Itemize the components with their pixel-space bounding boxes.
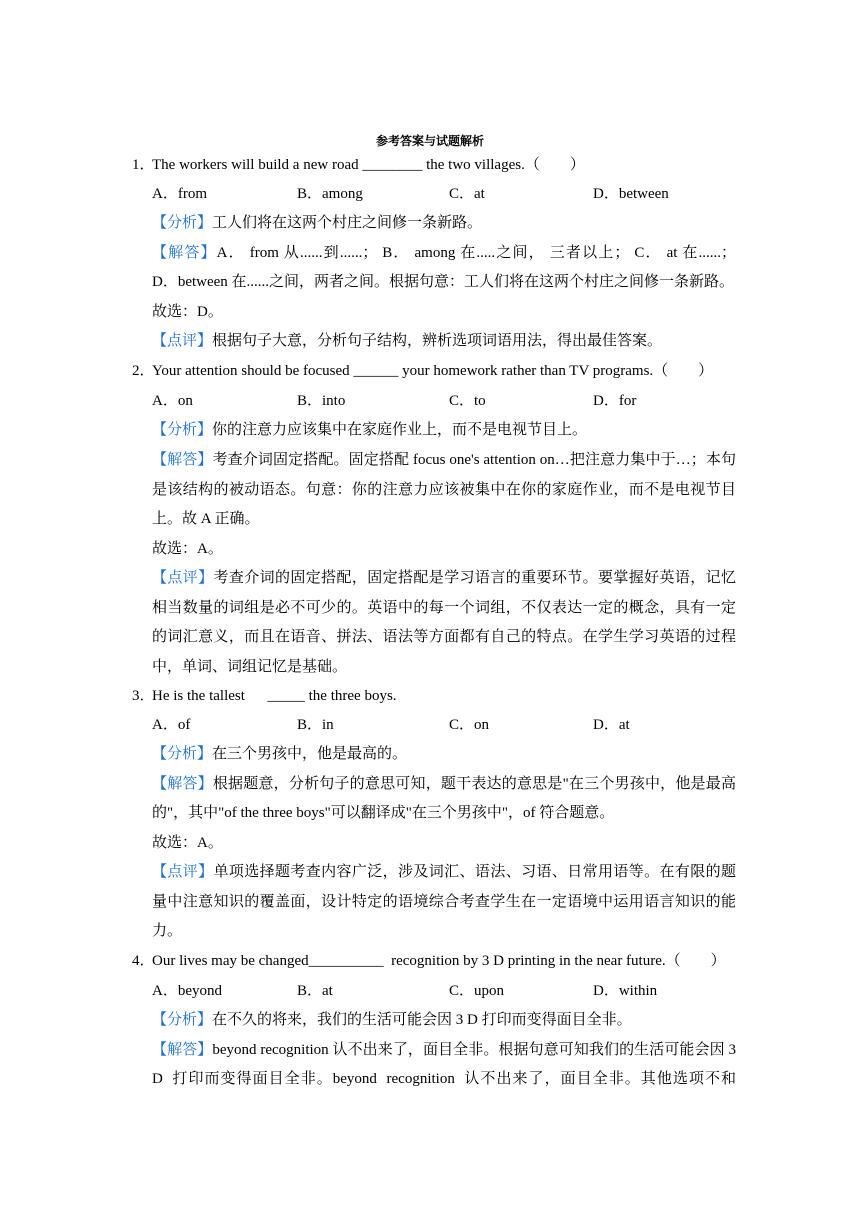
q4-analysis: 【分析】在不久的将来，我们的生活可能会因 3 D 打印而变得面目全非。 bbox=[152, 1012, 632, 1028]
q3-option-b: B．in bbox=[297, 717, 334, 733]
analysis-tag: 【分析】 bbox=[152, 215, 213, 231]
q1-analysis: 【分析】工人们将在这两个村庄之间修一条新路。 bbox=[152, 215, 483, 231]
q4-answer-line-2: D 打印而变得面目全非。beyond recognition 认不出来了，面目全非。其他选项不和 bbox=[152, 1071, 736, 1087]
analysis-tag: 【分析】 bbox=[152, 746, 213, 762]
q2-comment-line-4: 中，单词、词组记忆是基础。 bbox=[152, 659, 348, 675]
analysis-tag: 【分析】 bbox=[152, 1012, 213, 1028]
q3-option-d: D．at bbox=[593, 717, 630, 733]
comment-tag: 【点评】 bbox=[152, 864, 214, 880]
q1-answer-line-3: 故选：D。 bbox=[152, 304, 223, 320]
q2-answer-line-1: 【解答】考查介词固定搭配。固定搭配 focus one's attention on…把注意力集中于…；本句 bbox=[152, 452, 736, 468]
q4-option-a: A．beyond bbox=[152, 983, 222, 999]
answer-tag: 【解答】 bbox=[152, 245, 217, 261]
q4-answer-line-1: 【解答】beyond recognition 认不出来了，面目全非。根据句意可知我们的生活可能会因 3 bbox=[152, 1042, 736, 1058]
q2-option-d: D．for bbox=[593, 393, 637, 409]
q1-option-d: D．between bbox=[593, 186, 669, 202]
q2-option-c: C．to bbox=[449, 393, 486, 409]
q3-answer-line-1: 【解答】根据题意，分析句子的意思可知，题干表达的意思是"在三个男孩中，他是最高 bbox=[152, 776, 736, 792]
q3-answer-line-2: 的"，其中"of the three boys"可以翻译成"在三个男孩中"，of 符合题意。 bbox=[152, 805, 615, 821]
answer-tag: 【解答】 bbox=[152, 776, 213, 792]
q2-answer-line-2: 是该结构的被动语态。句意：你的注意力应该被集中在你的家庭作业，而不是电视节目 bbox=[152, 482, 736, 498]
q2-answer-line-3: 上。故 A 正确。 bbox=[152, 511, 260, 527]
q1-answer-line-1: 【解答】A． from 从......到......； B． among 在.....之间， 三者以上； C． at 在......； bbox=[152, 245, 736, 261]
q1-option-c: C．at bbox=[449, 186, 485, 202]
q2-answer-line-4: 故选：A。 bbox=[152, 541, 223, 557]
q2-comment-line-2: 相当数量的词组是必不可少的。英语中的每一个词组，不仅表达一定的概念，具有一定 bbox=[152, 600, 736, 616]
q4-option-c: C．upon bbox=[449, 983, 505, 999]
question-2-stem: 2．Your attention should be focused ______ your homework rather than TV programs.（ ） bbox=[132, 363, 714, 379]
q1-option-b: B．among bbox=[297, 186, 363, 202]
q1-option-a: A．from bbox=[152, 186, 207, 202]
q2-option-a: A．on bbox=[152, 393, 193, 409]
q1-comment: 【点评】根据句子大意，分析句子结构，辨析选项词语用法，得出最佳答案。 bbox=[152, 333, 663, 349]
comment-tag: 【点评】 bbox=[152, 333, 213, 349]
q3-comment-line-2: 量中注意知识的覆盖面，设计特定的语境综合考查学生在一定语境中运用语言知识的能 bbox=[152, 894, 736, 910]
q3-answer-line-3: 故选：A。 bbox=[152, 835, 223, 851]
q2-comment-line-1: 【点评】考查介词的固定搭配，固定搭配是学习语言的重要环节。要掌握好英语，记忆 bbox=[152, 570, 736, 586]
question-3-stem: 3．He is the tallest _____ the three boys. bbox=[132, 688, 397, 704]
answer-tag: 【解答】 bbox=[152, 1042, 213, 1058]
q4-option-d: D．within bbox=[593, 983, 658, 999]
page-title: 参考答案与试题解析 bbox=[375, 134, 484, 148]
q4-option-b: B．at bbox=[297, 983, 333, 999]
q2-option-b: B．into bbox=[297, 393, 346, 409]
question-4-stem: 4．Our lives may be changed__________ recognition by 3 D printing in the near future.（ ） bbox=[132, 953, 726, 969]
q1-answer-line-2: D．between 在......之间，两者之间。根据句意：工人们将在这两个村庄之间修一条新路。 bbox=[152, 274, 735, 290]
q3-comment-line-1: 【点评】单项选择题考查内容广泛，涉及词汇、语法、习语、日常用语等。在有限的题 bbox=[152, 864, 736, 880]
comment-tag: 【点评】 bbox=[152, 570, 214, 586]
q3-option-a: A．of bbox=[152, 717, 191, 733]
analysis-tag: 【分析】 bbox=[152, 422, 213, 438]
q3-option-c: C．on bbox=[449, 717, 490, 733]
q2-comment-line-3: 的词汇意义，而且在语音、拼法、语法等方面都有自己的特点。在学生学习英语的过程 bbox=[152, 629, 736, 645]
q3-analysis: 【分析】在三个男孩中，他是最高的。 bbox=[152, 746, 408, 762]
question-1-stem: 1．The workers will build a new road ________ the two villages.（ ） bbox=[132, 157, 585, 173]
q3-comment-line-3: 力。 bbox=[152, 923, 183, 939]
answer-tag: 【解答】 bbox=[152, 452, 213, 468]
q2-analysis: 【分析】你的注意力应该集中在家庭作业上，而不是电视节目上。 bbox=[152, 422, 588, 438]
